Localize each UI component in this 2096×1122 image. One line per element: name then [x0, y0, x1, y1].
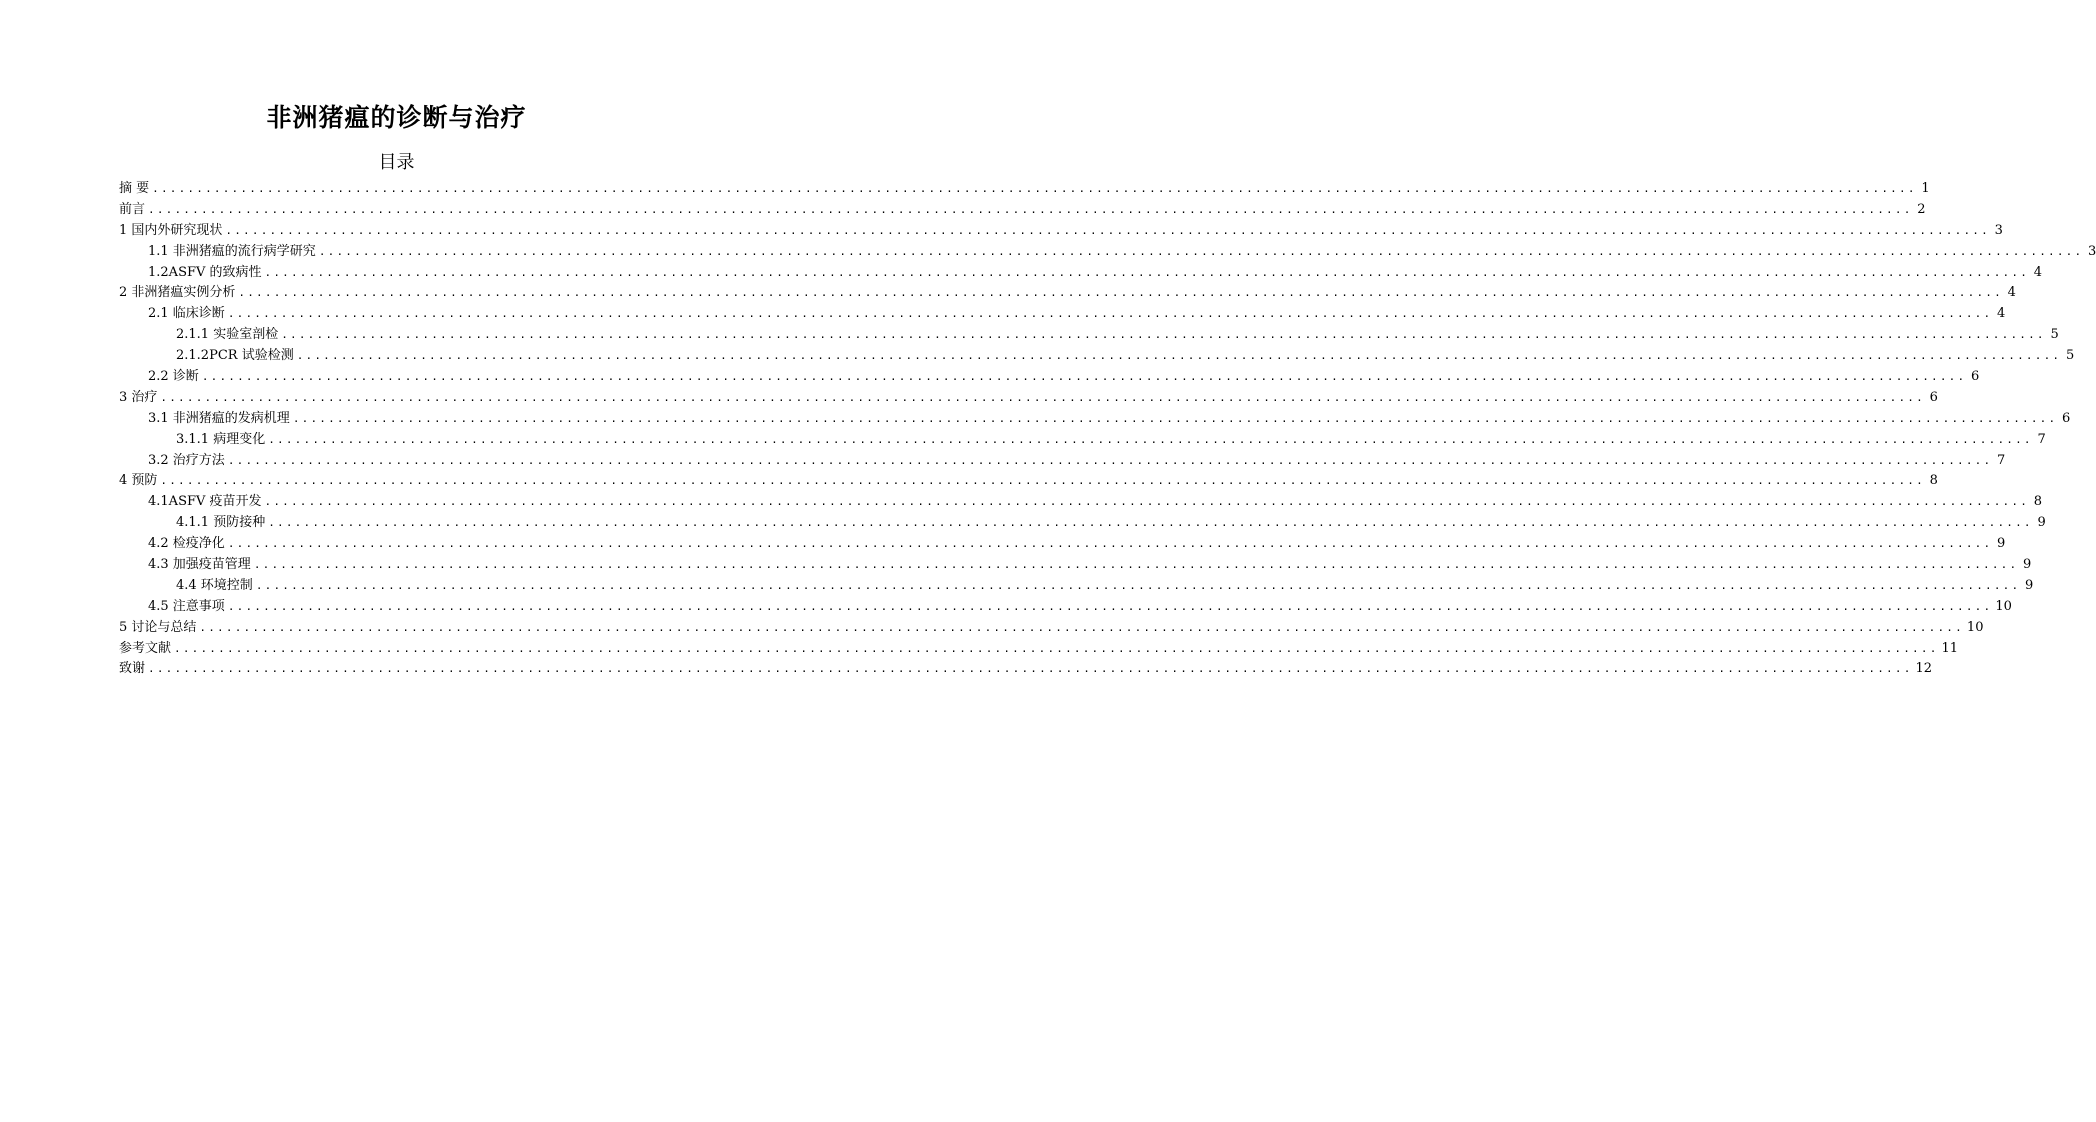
toc-entry-label: 4.3 加强疫苗管理 — [148, 557, 251, 573]
toc-leader-dots: ........................................................................................................................................................................................................ — [264, 495, 2030, 509]
toc-entry[interactable] — [119, 388, 1938, 409]
toc-entry-label: 3.1.1 病理变化 — [176, 431, 266, 447]
toc-entry[interactable] — [119, 263, 2043, 284]
toc-leader-dots: ........................................................................................................................................................................................................ — [296, 349, 2062, 363]
toc-entry-page-number: 9 — [2037, 515, 2046, 531]
toc-leader-dots: ........................................................................................................................................................................................................ — [292, 411, 2058, 425]
toc-entry-label: 2.2 诊断 — [148, 369, 199, 384]
toc-entry-label: 4 预防 — [119, 473, 158, 489]
toc-entry-label: 2.1 临床诊断 — [148, 306, 225, 322]
toc-entry[interactable] — [119, 659, 1933, 680]
toc-entry-label: 1.2ASFV 的致病性 — [148, 264, 262, 280]
toc-entry-label: 2.1.1 实验室剖检 — [176, 327, 279, 343]
toc-entry-page-number: 8 — [1929, 473, 1938, 489]
toc-leader-dots: ........................................................................................................................................................................................................ — [227, 453, 1993, 467]
toc-entry[interactable] — [119, 221, 2003, 242]
toc-entry[interactable] — [119, 179, 1930, 200]
toc-leader-dots: ........................................................................................................................................................................................................ — [268, 432, 2033, 446]
toc-entry[interactable] — [119, 451, 2006, 472]
toc-entry-label: 前言 — [119, 201, 146, 217]
toc-heading: 目录 — [378, 152, 415, 173]
toc-entry-page-number: 9 — [2025, 577, 2034, 593]
toc-entry[interactable] — [119, 492, 2043, 513]
toc-leader-dots: ........................................................................................................................................................................................................ — [238, 286, 2003, 300]
toc-entry-label: 3.2 治疗方法 — [148, 452, 225, 468]
toc-entry-label: 1 国内外研究现状 — [119, 222, 223, 238]
toc-leader-dots: ........................................................................................................................................................................................................ — [227, 307, 1993, 321]
toc-entry-page-number: 5 — [2050, 327, 2059, 343]
toc-entry[interactable] — [119, 534, 2006, 555]
toc-entry-page-number: 2 — [1917, 201, 1926, 217]
toc-entry-label: 4.1.1 预防接种 — [176, 515, 266, 531]
toc-leader-dots: ........................................................................................................................................................................................................ — [268, 516, 2033, 530]
toc-entry-page-number: 10 — [1966, 619, 1984, 635]
toc-entry-page-number: 6 — [1971, 369, 1980, 384]
toc-entry[interactable] — [119, 283, 2016, 304]
toc-leader-dots: ........................................................................................................................................................................................................ — [227, 599, 1993, 613]
toc-entry-page-number: 7 — [1997, 452, 2006, 468]
toc-entry-page-number: 4 — [2007, 285, 2016, 301]
toc-leader-dots: ........................................................................................................................................................................................................ — [152, 181, 1917, 195]
toc-entry[interactable] — [119, 325, 2059, 346]
toc-leader-dots: ........................................................................................................................................................................................................ — [160, 474, 1925, 488]
toc-leader-dots: ........................................................................................................................................................................................................ — [148, 202, 1913, 216]
toc-entry-label: 2.1.2PCR 试验检测 — [176, 348, 294, 364]
toc-entry-page-number: 10 — [1995, 598, 2012, 614]
toc-entry-label: 2 非洲猪瘟实例分析 — [119, 285, 236, 301]
toc-entry-label: 4.4 环境控制 — [176, 577, 253, 593]
toc-leader-dots: ........................................................................................................................................................................................................ — [253, 558, 2019, 572]
toc-entry-page-number: 8 — [2033, 494, 2043, 510]
toc-entry[interactable] — [119, 618, 1984, 639]
toc-entry[interactable] — [119, 346, 2075, 367]
toc-entry-page-number: 6 — [2062, 410, 2071, 426]
toc-leader-dots: ........................................................................................................................................................................................................ — [318, 244, 2084, 258]
toc-entry-label: 4.5 注意事项 — [148, 598, 225, 614]
toc-entry-label: 参考文献 — [119, 640, 172, 656]
toc-entry[interactable] — [119, 200, 1926, 221]
toc-leader-dots: ........................................................................................................................................................................................................ — [264, 265, 2030, 279]
toc-entry-label: 致谢 — [119, 661, 146, 677]
toc-entry-page-number: 9 — [1997, 536, 2006, 552]
toc-entry-label: 1.1 非洲猪瘟的流行病学研究 — [148, 243, 316, 259]
toc-entry[interactable] — [119, 597, 2012, 618]
toc-entry-page-number: 12 — [1915, 661, 1933, 677]
toc-entry-page-number: 3 — [1994, 222, 2003, 238]
toc-entry-page-number: 11 — [1941, 640, 1959, 656]
toc-entry-label: 摘 要 — [119, 180, 150, 196]
toc-leader-dots: ........................................................................................................................................................................................................ — [255, 578, 2021, 592]
toc-leader-dots: ........................................................................................................................................................................................................ — [227, 537, 1993, 551]
toc-entry-page-number: 3 — [2088, 243, 2096, 259]
toc-entry-page-number: 7 — [2037, 431, 2046, 447]
toc-entry-label: 3 治疗 — [119, 389, 158, 405]
toc-entry[interactable] — [119, 555, 2032, 576]
toc-entry[interactable] — [119, 513, 2046, 534]
toc-leader-dots: ........................................................................................................................................................................................................ — [160, 390, 1925, 404]
toc-entry[interactable] — [119, 576, 2034, 597]
toc-leader-dots: ........................................................................................................................................................................................................ — [281, 328, 2046, 342]
toc-entry[interactable] — [119, 409, 2071, 430]
toc-entry[interactable] — [119, 367, 1980, 388]
toc-entry-page-number: 4 — [2033, 264, 2043, 280]
toc-entry[interactable] — [119, 639, 1959, 660]
document-title: 非洲猪瘟的诊断与治疗 — [266, 103, 527, 132]
toc-entry[interactable] — [119, 304, 2006, 325]
toc-entry-label: 3.1 非洲猪瘟的发病机理 — [148, 410, 290, 426]
table-of-contents — [119, 179, 2096, 680]
toc-entry[interactable] — [119, 242, 2096, 263]
toc-leader-dots: ........................................................................................................................................................................................................ — [199, 620, 1964, 634]
toc-leader-dots: ........................................................................................................................................................................................................ — [201, 370, 1967, 383]
toc-leader-dots: ........................................................................................................................................................................................................ — [174, 641, 1939, 655]
toc-entry[interactable] — [119, 471, 1938, 492]
toc-entry-label: 4.1ASFV 疫苗开发 — [148, 494, 262, 510]
toc-leader-dots: ........................................................................................................................................................................................................ — [225, 223, 1990, 237]
toc-entry-page-number: 1 — [1921, 180, 1930, 196]
toc-entry[interactable] — [119, 430, 2046, 451]
toc-entry-page-number: 6 — [1929, 389, 1938, 405]
toc-entry-label: 4.2 检疫净化 — [148, 536, 225, 552]
toc-entry-page-number: 5 — [2065, 348, 2075, 364]
toc-leader-dots: ........................................................................................................................................................................................................ — [148, 662, 1913, 676]
toc-entry-page-number: 9 — [2023, 557, 2032, 573]
toc-entry-label: 5 讨论与总结 — [119, 619, 197, 635]
toc-entry-page-number: 4 — [1997, 306, 2006, 322]
